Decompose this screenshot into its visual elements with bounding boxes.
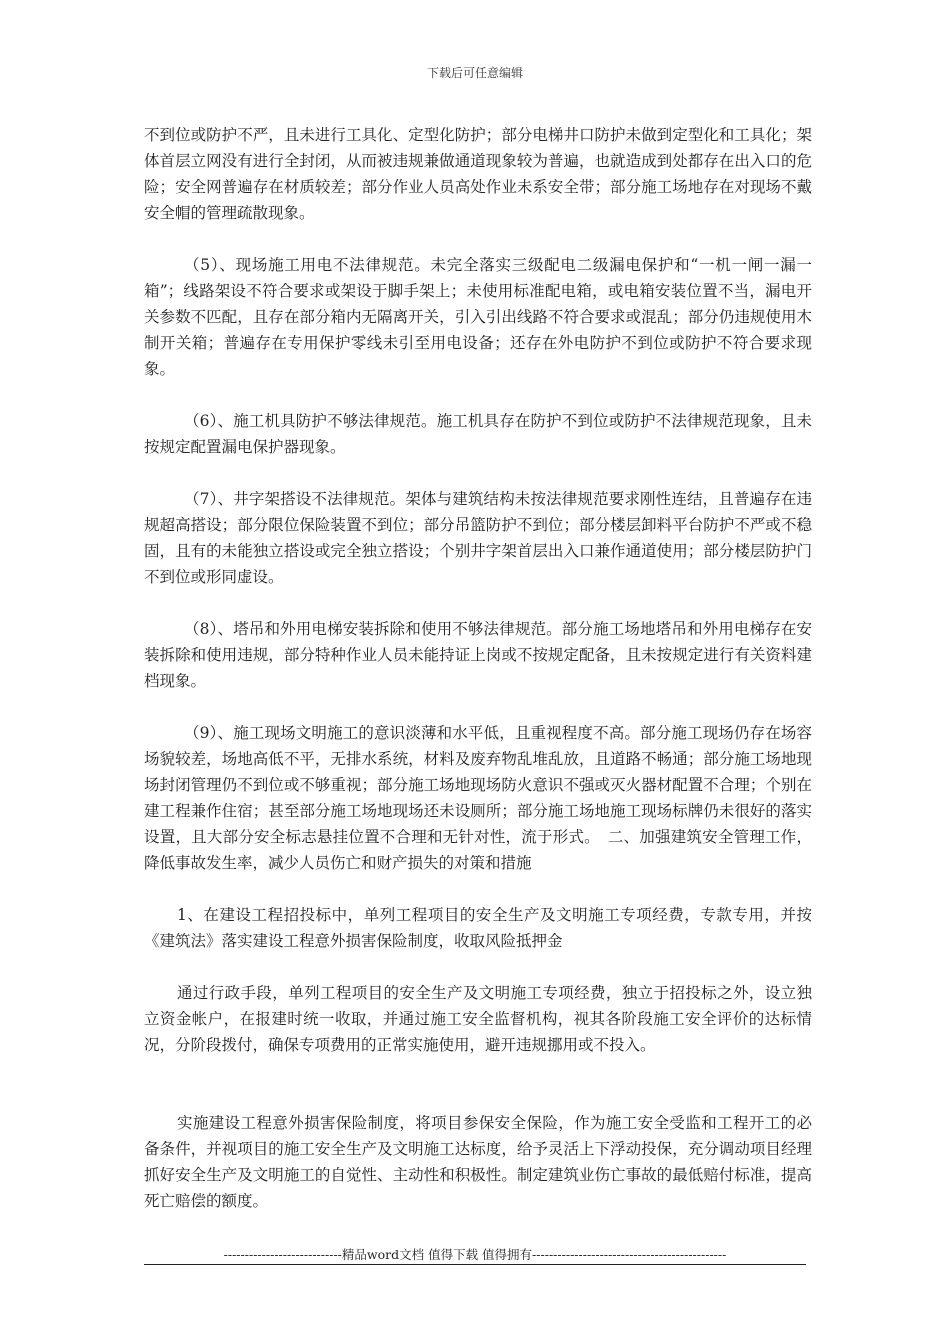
paragraph-2: （5）、现场施工用电不法律规范。未完全落实三级配电二级漏电保护和“一机一闸一漏一箱”；线路架设不符合要求或架设于脚手架上；未使用标准配电箱，或电箱安装位置不当，漏电开关参数不匹配，且存在部分箱内无隔离开关，引入引出线路不符合要求或混乱；部分仍违规使用木制开关箱；普遍存在专用保护零线未引至用电设备；还存在外电防护不到位或防护不符合要求现象。 [144,256,812,378]
paragraph-4: （7）、井字架搭设不法律规范。架体与建筑结构未按法律规范要求刚性连结，且普遍存在违规超高搭设；部分限位保险装置不到位；部分吊篮防护不到位；部分楼层卸料平台防护不严或不稳固，且有的未能独立搭设或完全独立搭设；个别井字架首层出入口兼作通道使用；部分楼层防护门不到位或形同虚设。 [144,490,812,586]
paragraph-6: （9）、施工现场文明施工的意识淡薄和水平低，且重视程度不高。部分施工现场仍存在场容场貌较差，场地高低不平，无排水系统，材料及废弃物乱堆乱放，且道路不畅通；部分施工场地现场封闭管理仍不到位或不够重视；部分施工场地现场防火意识不强或灭火器材配置不合理；个别在建工程兼作住宿；甚至部分施工场地现场还未设厕所；部分施工场地施工现场标牌仍未很好的落实设置，且大部分安全标志悬挂位置不合理和无针对性，流于形式。 二、加强建筑安全管理工作，降低事故发生率，减少人员伤亡和财产损失的对策和措施 [144,724,812,872]
paragraph-5: （8）、塔吊和外用电梯安装拆除和使用不够法律规范。部分施工场地塔吊和外用电梯存在安装拆除和使用违规，部分特种作业人员未能持证上岗或不按规定配备，且未按规定进行有关资料建档现象。 [144,620,812,690]
document-body [144,122,812,1214]
page-footer: ----------------------------精品word文档 值得下载 值得拥有---------------------------------------------- [223,1247,727,1262]
footer-rule [144,1264,806,1265]
paragraph-8: 通过行政手段，单列工程项目的安全生产及文明施工专项经费，独立于招投标之外，设立独立资金帐户，在报建时统一收取，并通过施工安全监督机构，视其各阶段施工安全评价的达标情况，分阶段拨付，确保专项费用的正常实施使用，避开违规挪用或不投入。 [144,984,812,1054]
paragraph-3: （6）、施工机具防护不够法律规范。施工机具存在防护不到位或防护不法律规范现象，且未按规定配置漏电保护器现象。 [144,412,812,456]
page-header: 下载后可任意编辑 [426,66,523,80]
paragraph-1: 不到位或防护不严，且未进行工具化、定型化防护；部分电梯井口防护未做到定型化和工具化；架体首层立网没有进行全封闭，从而被违规兼做通道现象较为普遍，也就造成到处都存在出入口的危险；安全网普遍存在材质较差；部分作业人员高处作业未系安全带；部分施工场地存在对现场不戴安全帽的管理疏散现象。 [144,126,812,222]
paragraph-9: 实施建设工程意外损害保险制度，将项目参保安全保险，作为施工安全受监和工程开工的必备条件，并视项目的施工安全生产及文明施工达标度，给予灵活上下浮动投保，充分调动项目经理抓好安全生产及文明施工的自觉性、主动性和积极性。制定建筑业伤亡事故的最低赔付标准，提高死亡赔偿的额度。 [144,1114,812,1210]
paragraph-7: 1、在建设工程招投标中，单列工程项目的安全生产及文明施工专项经费，专款专用，并按《建筑法》落实建设工程意外损害保险制度，收取风险抵押金 [144,906,812,950]
